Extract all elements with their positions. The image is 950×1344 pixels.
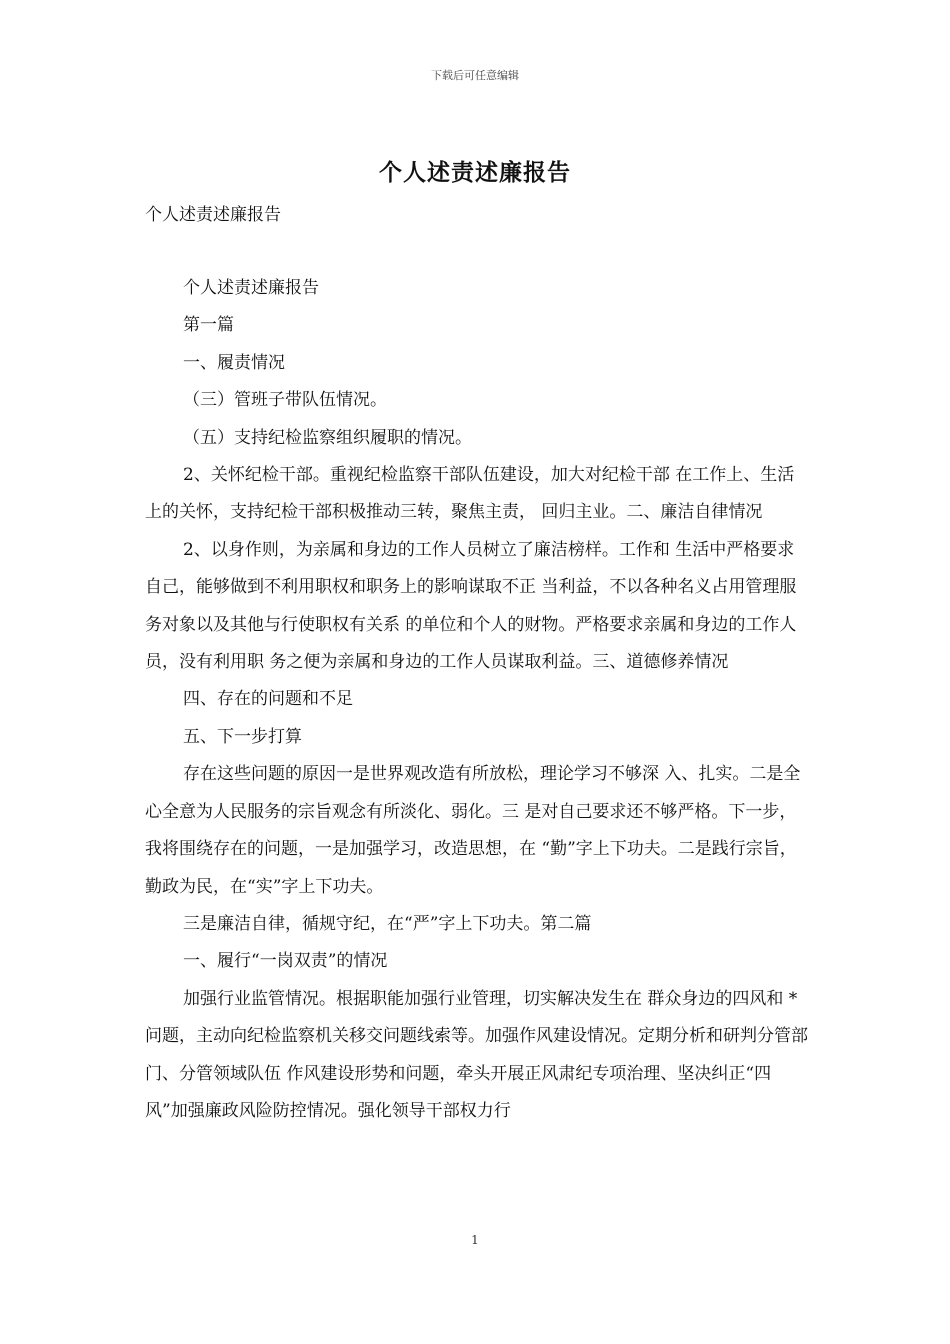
paragraph: 第一篇 bbox=[183, 315, 234, 336]
paragraph: （五）支持纪检监察组织履职的情况。 bbox=[183, 427, 472, 448]
document-title: 个人述责述廉报告 bbox=[379, 159, 571, 186]
document-subtitle: 个人述责述廉报告 bbox=[145, 205, 281, 225]
paragraph: 加强行业监管情况。根据职能加强行业管理，切实解决发生在 群众身边的四风和 * 问题，主动向纪检监察机关移交问题线索等。加强作风建设情况。定期分析和研判分管部门、分管领域队伍 作风建设形势和问题，牵头开展正风肃纪专项治理、坚决纠正“四风”加强廉政风险防控情况。强化领导干部权力行 bbox=[145, 988, 808, 1121]
page-header: 下载后可任意编辑 bbox=[431, 69, 519, 82]
paragraph: 三是廉洁自律，循规守纪，在“严”字上下功夫。第二篇 bbox=[183, 913, 592, 934]
paragraph: （三）管班子带队伍情况。 bbox=[183, 390, 387, 411]
paragraph: 2、以身作则，为亲属和身边的工作人员树立了廉洁榜样。工作和 生活中严格要求自己，能够做到不利用职权和职务上的影响谋取不正 当利益，不以各种名义占用管理服务对象以及其他与行使职权有关系 的单位和个人的财物。严格要求亲属和身边的工作人员，没有利用职 务之便为亲属和身边的工作人员谋取利益。三、道德修养情况 bbox=[145, 539, 797, 673]
page-number: 1 bbox=[471, 1233, 479, 1247]
paragraph: 2、关怀纪检干部。重视纪检监察干部队伍建设，加大对纪检干部 在工作上、生活上的关怀，支持纪检干部积极推动三转，聚焦主责， 回归主业。二、廉洁自律情况 bbox=[145, 465, 795, 523]
paragraph: 存在这些问题的原因一是世界观改造有所放松，理论学习不够深 入、扎实。二是全心全意为人民服务的宗旨观念有所淡化、弱化。三 是对自己要求还不够严格。下一步，我将围绕存在的问题，一是加强学习，改造思想，在 “勤”字上下功夫。二是践行宗旨，勤政为民，在“实”字上下功夫。 bbox=[145, 764, 801, 897]
document-body bbox=[145, 270, 810, 1130]
paragraph: 四、存在的问题和不足 bbox=[183, 689, 353, 710]
paragraph: 个人述责述廉报告 bbox=[183, 278, 319, 298]
paragraph: 一、履责情况 bbox=[183, 352, 285, 373]
paragraph: 五、下一步打算 bbox=[183, 726, 302, 747]
paragraph: 一、履行“一岗双责”的情况 bbox=[183, 951, 388, 972]
